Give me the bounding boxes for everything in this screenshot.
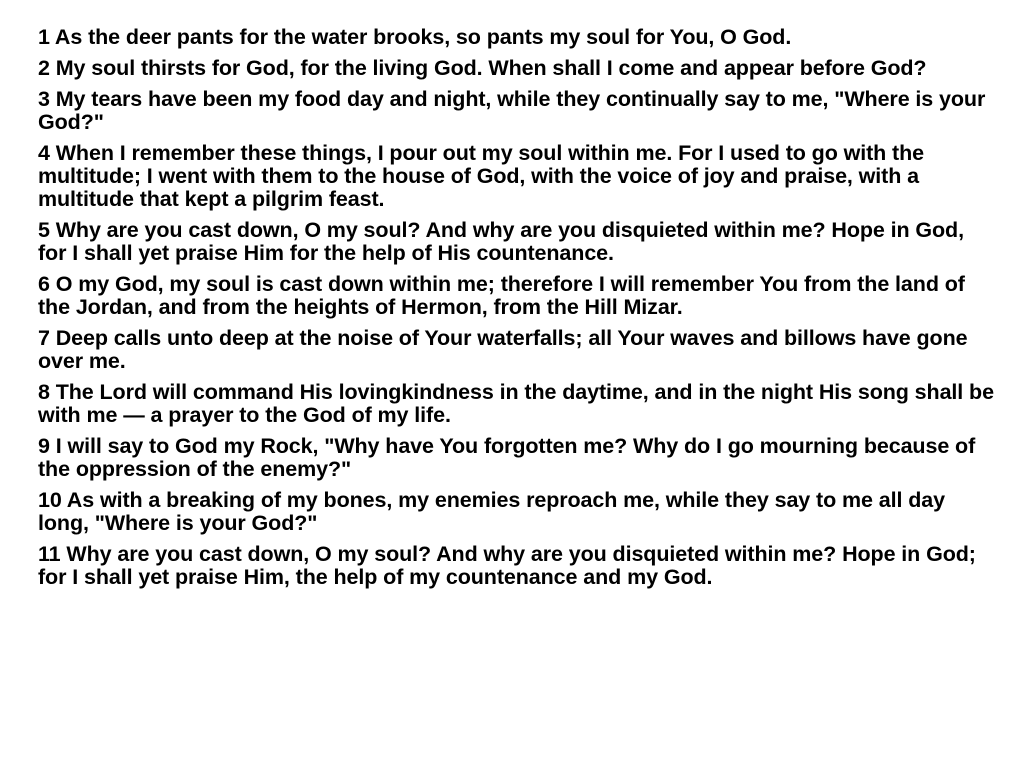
verse-8: 8 The Lord will command His lovingkindness in the daytime, and in the night His song shall be with me — a prayer to the God of my life. bbox=[38, 380, 994, 427]
verse-6: 6 O my God, my soul is cast down within me; therefore I will remember You from the land of the Jordan, and from the heights of Hermon, from the Hill Mizar. bbox=[38, 272, 965, 319]
verse-1: 1 As the deer pants for the water brooks, so pants my soul for You, O God. bbox=[38, 25, 792, 49]
verse-10: 10 As with a breaking of my bones, my enemies reproach me, while they say to me all day long, "Where is your God?" bbox=[38, 488, 945, 535]
verse-5: 5 Why are you cast down, O my soul? And why are you disquieted within me? Hope in God, for I shall yet praise Him for the help of His countenance. bbox=[38, 218, 964, 265]
verse-2: 2 My soul thirsts for God, for the living God. When shall I come and appear before God? bbox=[38, 56, 927, 80]
verse-7: 7 Deep calls unto deep at the noise of Your waterfalls; all Your waves and billows have gone over me. bbox=[38, 326, 968, 373]
verse-list bbox=[38, 26, 998, 597]
verse-3: 3 My tears have been my food day and night, while they continually say to me, "Where is your God?" bbox=[38, 87, 986, 134]
verse-9: 9 I will say to God my Rock, "Why have You forgotten me? Why do I go mourning because of the oppression of the enemy?" bbox=[38, 434, 976, 481]
verse-4: 4 When I remember these things, I pour out my soul within me. For I used to go with the multitude; I went with them to the house of God, with the voice of joy and praise, with a multitude that kept a pilgrim feast. bbox=[38, 141, 925, 211]
verse-11: 11 Why are you cast down, O my soul? And why are you disquieted within me? Hope in God; for I shall yet praise Him, the help of my countenance and my God. bbox=[38, 542, 976, 589]
